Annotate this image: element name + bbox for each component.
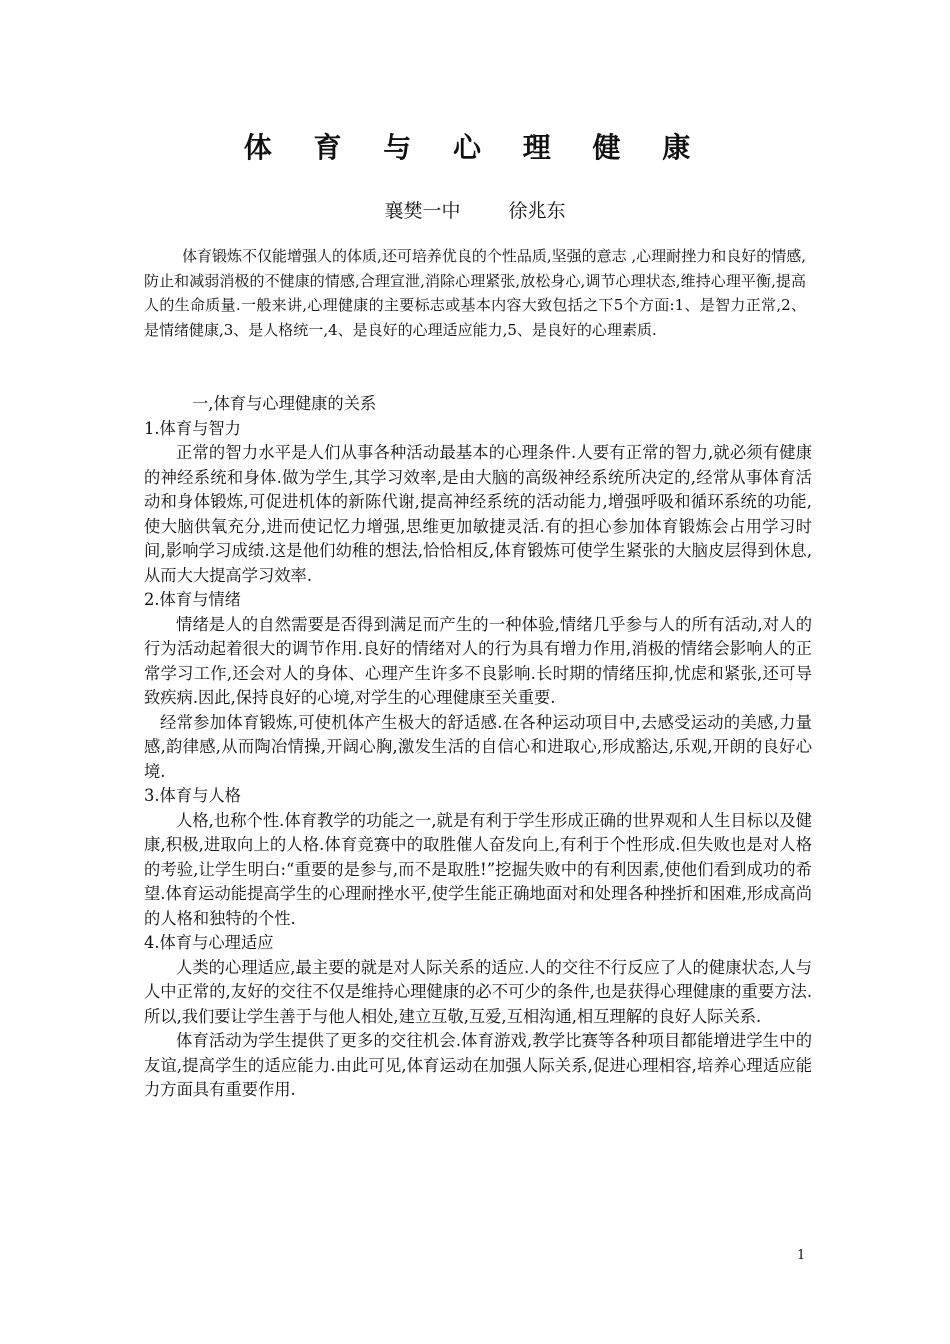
subsection-heading-emotion: 2.体育与情绪 xyxy=(144,590,241,609)
paragraph-emotion-1: 情绪是人的自然需要是否得到满足而产生的一种体验,情绪几乎参与人的所有活动,对人的行为活动起着很大的调节作用.良好的情绪对人的行为具有增力作用,消极的情绪会影响人的正常学习工作,还会对人的身体、心理产生许多不良影响.长时期的情绪压抑,忧虑和紧张,还可导致疾病.因此,保持良好的心境,对学生的心理健康至关重要. xyxy=(144,614,812,707)
author-line xyxy=(0,196,950,226)
paragraph-emotion-2: 经常参加体育锻炼,可使机体产生极大的舒适感.在各种运动项目中,去感受运动的美感,力量感,韵律感,从而陶冶情操,开阔心胸,激发生活的自信心和进取心,形成豁达,乐观,开朗的良好心境. xyxy=(144,712,812,781)
abstract-paragraph: 体育锻炼不仅能增强人的体质,还可培养优良的个性品质,坚强的意志 ,心理耐挫力和良好的情感,防止和减弱消极的不健康的情感,合理宣泄,消除心理紧张,放松身心,调节心理状态,维持心理平衡,提高人的生命质量.一般来讲,心理健康的主要标志或基本内容大致包括之下5个方面:1、是智力正常,2、是情绪健康,3、是人格统一,4、是良好的心理适应能力,5、是良好的心理素质. xyxy=(144,247,806,339)
page-number: 1 xyxy=(797,1248,806,1263)
school-name: 襄樊一中 xyxy=(384,200,461,222)
paragraph-personality: 人格,也称个性.体育教学的功能之一,就是有利于学生形成正确的世界观和人生目标以及健康,积极,进取向上的人格.体育竞赛中的取胜催人奋发向上,有利于个性形成.但失败也是对人格的考验,让学生明白:“重要的是参与,而不是取胜!”挖掘失败中的有利因素,使他们看到成功的希望.体育运动能提高学生的心理耐挫水平,使学生能正确地面对和处理各种挫折和困难,形成高尚的人格和独特的个性. xyxy=(144,810,812,928)
paragraph-adaptation-2: 体育活动为学生提供了更多的交往机会.体育游戏,教学比赛等各种项目都能增进学生中的友谊,提高学生的适应能力.由此可见,体育运动在加强人际关系,促进心理相容,培养心理适应能力方面具有重要作用. xyxy=(144,1031,812,1099)
paragraph-intelligence: 正常的智力水平是人们从事各种活动最基本的心理条件.人要有正常的智力,就必须有健康的神经系统和身体.做为学生,其学习效率,是由大脑的高级神经系统所决定的,经常从事体育活动和身体锻炼,可促进机体的新陈代谢,提高神经系统的活动能力,增强呼吸和循环系统的功能,使大脑供氧充分,进而使记忆力增强,思维更加敏捷灵活.有的担心参加体育锻炼会占用学习时间,影响学习成绩.这是他们幼稚的想法,恰恰相反,体育锻炼可使学生紧张的大脑皮层得到休息,从而大大提高学习效率. xyxy=(144,443,812,585)
paragraph-adaptation-1: 人类的心理适应,最主要的就是对人际关系的适应.人的交往不行反应了人的健康状态,人与人中正常的,友好的交往不仅是维持心理健康的必不可少的条件,也是获得心理健康的重要方法.所以,我们要让学生善于与他人相处,建立互敬,互爱,互相沟通,相互理解的良好人际关系. xyxy=(144,957,812,1026)
subsection-heading-intelligence: 1.体育与智力 xyxy=(144,418,241,438)
document-body xyxy=(144,392,812,1103)
section-heading: 一,体育与心理健康的关系 xyxy=(192,394,377,413)
document-title: 体 育 与 心 理 健 康 xyxy=(243,131,707,164)
subsection-heading-adaptation: 4.体育与心理适应 xyxy=(144,933,274,952)
subsection-heading-personality: 3.体育与人格 xyxy=(144,786,241,805)
author-name: 徐兆东 xyxy=(508,200,566,222)
